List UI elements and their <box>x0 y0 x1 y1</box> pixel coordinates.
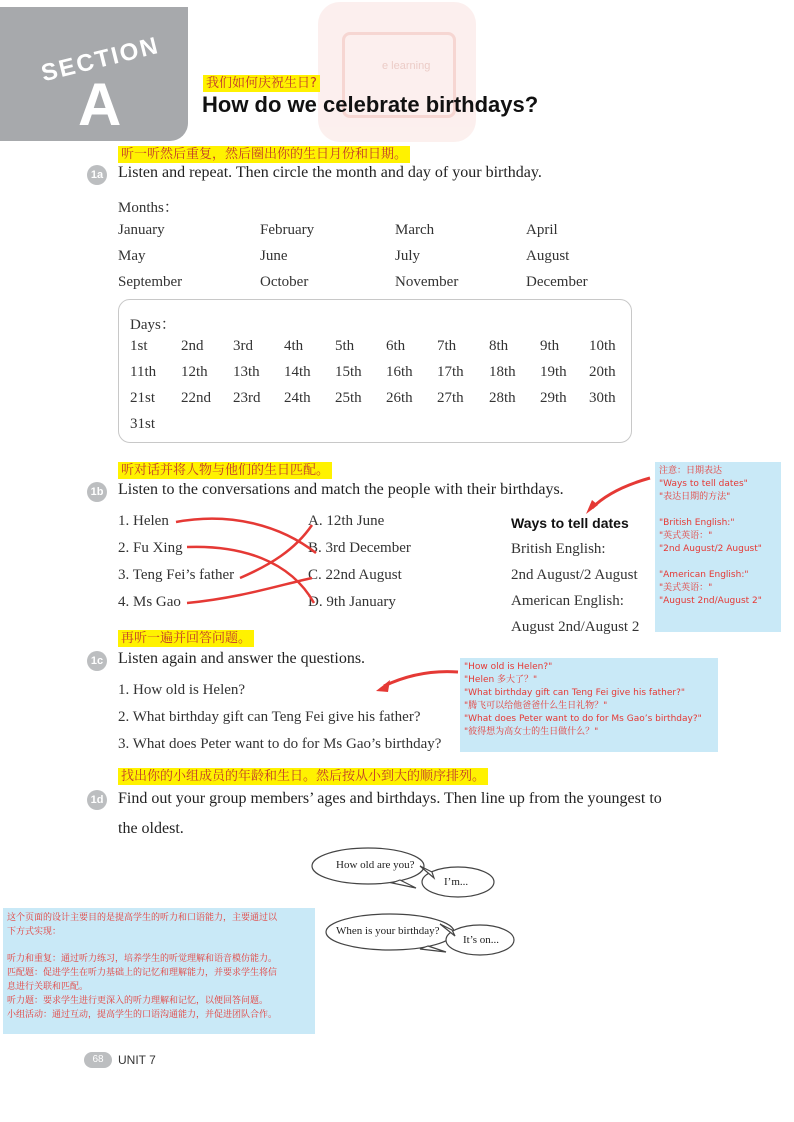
note-line <box>659 504 777 517</box>
day-item[interactable]: 28th <box>489 390 516 406</box>
note-line: "表达日期的方法" <box>659 492 731 502</box>
note-line: "August 2nd/August 2" <box>659 596 762 606</box>
american-label: American English: <box>511 593 624 609</box>
note-line: "American English:" <box>659 570 749 580</box>
note-line <box>659 556 777 569</box>
note-line: "彼得想为高女士的生日做什么？" <box>464 727 599 737</box>
annotation-note-dates <box>655 462 781 632</box>
ex1b-instruction: Listen to the conversations and match the people with their birthdays. <box>118 481 564 498</box>
months-label: Months： <box>118 200 179 216</box>
month-item[interactable]: April <box>526 222 558 238</box>
title-chinese: 我们如何庆祝生日? <box>203 72 320 92</box>
note-line <box>7 939 311 952</box>
ex1c-chinese: 再听一遍并回答问题。 <box>118 627 254 647</box>
note-line: "美式英语：" <box>659 583 713 593</box>
date-item[interactable]: D. 9th January <box>308 594 396 610</box>
day-item[interactable]: 4th <box>284 338 304 354</box>
page-number: 68 <box>84 1052 112 1068</box>
note-line: "What does Peter want to do for Ms Gao’s birthday?" <box>464 714 702 724</box>
day-item[interactable]: 9th <box>540 338 560 354</box>
day-item[interactable]: 10th <box>589 338 616 354</box>
month-item[interactable]: July <box>395 248 421 264</box>
month-item[interactable]: May <box>118 248 146 264</box>
day-item[interactable]: 14th <box>284 364 311 380</box>
ex1a-instruction: Listen and repeat. Then circle the month and day of your birthday. <box>118 164 542 181</box>
note-line: "What birthday gift can Teng Fei give his father?" <box>464 688 685 698</box>
arrow-to-ways <box>592 478 650 508</box>
day-item[interactable]: 22nd <box>181 390 211 406</box>
person-item[interactable]: 4. Ms Gao <box>118 594 181 610</box>
note-line: "British English:" <box>659 518 735 528</box>
bubble-2-text: I’m... <box>444 876 469 888</box>
month-item[interactable]: December <box>526 274 588 290</box>
day-item[interactable]: 21st <box>130 390 156 406</box>
british-label: British English: <box>511 541 606 557</box>
day-item[interactable]: 26th <box>386 390 413 406</box>
note-line: "How old is Helen?" <box>464 662 553 672</box>
person-item[interactable]: 1. Helen <box>118 513 169 529</box>
day-item[interactable]: 5th <box>335 338 355 354</box>
ex1d-instruction-line1: Find out your group members’ ages and birthdays. Then line up from the youngest to <box>118 790 662 807</box>
day-item[interactable]: 6th <box>386 338 406 354</box>
note-line: "Helen 多大了？" <box>464 675 538 685</box>
arrow-head-ways <box>586 500 598 514</box>
question-item: 2. What birthday gift can Teng Fei give his father? <box>118 709 421 725</box>
ex1c-number: 1c <box>87 651 107 671</box>
question-item: 3. What does Peter want to do for Ms Gao’s birthday? <box>118 736 442 752</box>
note-line: 匹配题：促进学生在听力基础上的记忆和理解能力，并要求学生将信 <box>7 968 278 978</box>
annotation-note-summary <box>3 908 315 1034</box>
note-line: 下方式实现： <box>7 927 62 937</box>
note-line: 注意：日期表达 <box>659 466 723 476</box>
ex1b-number: 1b <box>87 482 107 502</box>
section-label: SECTION <box>38 31 163 88</box>
date-item[interactable]: C. 22nd August <box>308 567 402 583</box>
match-line-fuxing <box>187 547 314 603</box>
day-item[interactable]: 31st <box>130 416 156 432</box>
ex1d-chinese: 找出你的小组成员的年龄和生日。然后按从小到大的顺序排列。 <box>118 765 488 785</box>
person-item[interactable]: 2. Fu Xing <box>118 540 183 556</box>
person-item[interactable]: 3. Teng Fei’s father <box>118 567 235 583</box>
month-item[interactable]: January <box>118 222 165 238</box>
ex1d-instruction-line2: the oldest. <box>118 820 184 837</box>
month-item[interactable]: March <box>395 222 435 238</box>
bubble-1-text: How old are you? <box>336 859 415 871</box>
watermark-text: e learning <box>382 60 431 72</box>
section-letter: A <box>78 71 122 138</box>
month-item[interactable]: August <box>526 248 570 264</box>
month-item[interactable]: June <box>260 248 288 264</box>
note-line: 听力题：要求学生进行更深入的听力理解和记忆，以便回答问题。 <box>7 996 269 1006</box>
note-line: 听力和重复：通过听力练习，培养学生的听觉理解和语音模仿能力。 <box>7 954 278 964</box>
date-item[interactable]: B. 3rd December <box>308 540 411 556</box>
month-item[interactable]: February <box>260 222 315 238</box>
month-item[interactable]: September <box>118 274 183 290</box>
arrow-head-questions <box>376 680 390 692</box>
day-item[interactable]: 13th <box>233 364 260 380</box>
day-item[interactable]: 17th <box>437 364 464 380</box>
days-label: Days： <box>130 317 176 333</box>
note-line: 这个页面的设计主要目的是提高学生的听力和口语能力，主要通过以 <box>7 913 278 923</box>
american-value: August 2nd/August 2 <box>511 619 640 635</box>
note-line: "Ways to tell dates" <box>659 479 748 489</box>
match-line-msgao <box>187 578 312 603</box>
ex1b-chinese: 听对话并将人物与他们的生日匹配。 <box>118 459 332 479</box>
day-item[interactable]: 25th <box>335 390 362 406</box>
note-line: 息进行关联和匹配。 <box>7 982 89 992</box>
ex1a-number: 1a <box>87 165 107 185</box>
day-item[interactable]: 15th <box>335 364 362 380</box>
day-item[interactable]: 1st <box>130 338 148 354</box>
day-item[interactable]: 24th <box>284 390 311 406</box>
day-item[interactable]: 12th <box>181 364 208 380</box>
ex1a-chinese: 听一听然后重复，然后圈出你的生日月份和日期。 <box>118 143 410 163</box>
day-item[interactable]: 27th <box>437 390 464 406</box>
ways-title: Ways to tell dates <box>511 515 629 531</box>
annotation-note-questions <box>460 658 718 752</box>
day-item[interactable]: 11th <box>130 364 157 380</box>
day-item[interactable]: 19th <box>540 364 567 380</box>
ex1d-number: 1d <box>87 790 107 810</box>
day-item[interactable]: 29th <box>540 390 567 406</box>
day-item[interactable]: 8th <box>489 338 509 354</box>
arrow-to-questions <box>384 672 458 686</box>
question-item: 1. How old is Helen? <box>118 682 246 698</box>
note-line: "腾飞可以给他爸爸什么生日礼物？" <box>464 701 608 711</box>
day-item[interactable]: 7th <box>437 338 457 354</box>
bubble-3-text: When is your birthday? <box>336 925 440 937</box>
speech-bubbles <box>300 842 530 972</box>
day-item[interactable]: 2nd <box>181 338 204 354</box>
page-title: How do we celebrate birthdays? <box>202 92 539 117</box>
note-line: "英式英语：" <box>659 531 713 541</box>
day-item[interactable]: 16th <box>386 364 413 380</box>
bubble-4-text: It’s on... <box>463 934 500 946</box>
month-item[interactable]: October <box>260 274 309 290</box>
day-item[interactable]: 30th <box>589 390 616 406</box>
day-item[interactable]: 3rd <box>233 338 253 354</box>
day-item[interactable]: 23rd <box>233 390 261 406</box>
day-item[interactable]: 18th <box>489 364 516 380</box>
day-item[interactable]: 20th <box>589 364 616 380</box>
ex1c-instruction: Listen again and answer the questions. <box>118 650 366 667</box>
british-value: 2nd August/2 August <box>511 567 638 583</box>
note-line: "2nd August/2 August" <box>659 544 762 554</box>
note-line: 小组活动：通过互动，提高学生的口语沟通能力，并促进团队合作。 <box>7 1010 278 1020</box>
unit-label: UNIT 7 <box>118 1053 156 1067</box>
date-item[interactable]: A. 12th June <box>308 513 385 529</box>
month-item[interactable]: November <box>395 274 459 290</box>
match-line-tengfei <box>240 525 312 578</box>
